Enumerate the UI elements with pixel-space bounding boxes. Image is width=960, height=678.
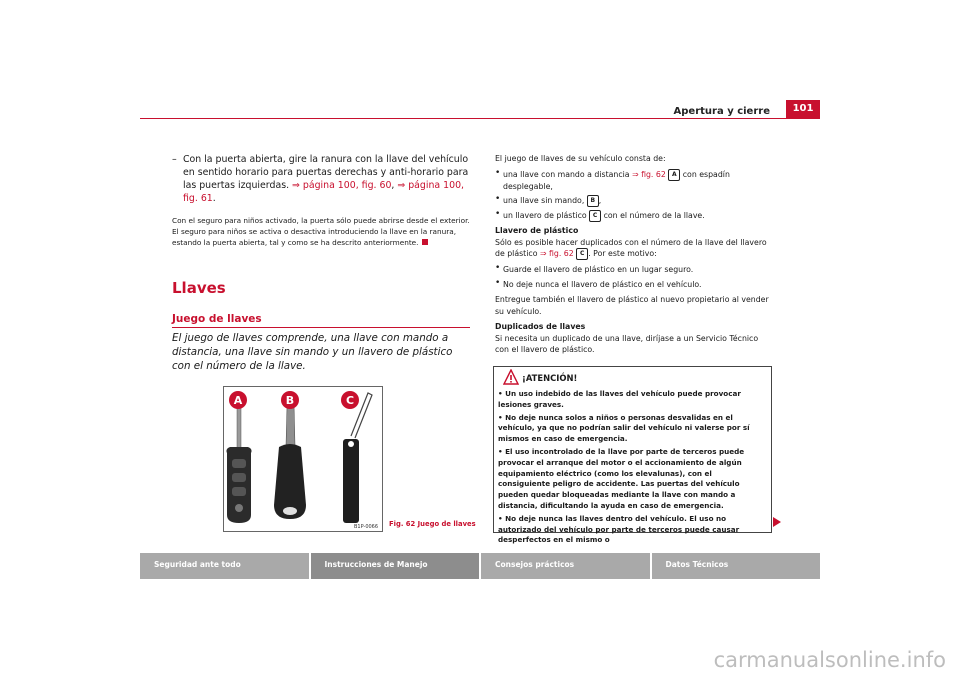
link-fig-62[interactable]: ⇒ fig. 62: [632, 169, 666, 179]
figure-caption: Fig. 62 Juego de llaves: [389, 520, 476, 528]
warning-item: • El uso incontrolado de la llave por parte de terceros puede provocar el arranque del motor o el accionamiento de algún equipamiento eléctrico (como los elevalunas), con el consiguiente peligro de accidente. Las puertas del vehículo pueden quedar bloqueadas mediante la llave con mando a distancia, dificultando la ayuda en caso de emergencia.: [498, 446, 745, 510]
continue-arrow-icon: [773, 517, 781, 527]
page-header-title: Apertura y cierre: [673, 106, 770, 117]
item-text: una llave con mando a distancia: [503, 169, 633, 179]
badge-c: C: [576, 248, 588, 260]
right-column: [495, 153, 770, 360]
warning-body: [498, 389, 764, 548]
link-fig-61[interactable]: fig. 61: [183, 193, 213, 204]
arrow-glyph: ⇒: [292, 180, 300, 191]
warning-text: No deje nunca solos a niños o personas desvalidas en el vehículo, ya que no podrían salir del vehículo ni valerse por sí mismos en caso de emergencia.: [498, 412, 750, 444]
warning-item: • No deje nunca solos a niños o personas desvalidas en el vehículo, ya que no podrían salir del vehículo ni valerse por sí mismos en caso de emergencia.: [498, 412, 750, 444]
duplicates-text: Si necesita un duplicado de una llave, diríjase a un Servicio Técnico con el llavero de plástico.: [495, 333, 759, 354]
link-page-100[interactable]: página 100,: [408, 180, 465, 191]
label-c: [341, 391, 359, 409]
section-intro: El juego de llaves comprende, una llave con mando a distancia, una llave sin mando y un llavero de plástico con el número de la llave.: [172, 332, 453, 372]
badge-a: A: [668, 169, 680, 181]
warning-text: No deje nunca las llaves dentro del vehículo. El uso no autorizado del vehículo por parte de terceros puede causar desperfectos en el mismo o: [498, 513, 740, 545]
plain-key-icon: [274, 405, 306, 519]
label-b: [281, 391, 299, 409]
key-set-illustration: [224, 387, 382, 531]
link-separator: ,: [391, 180, 395, 191]
footer-tab-safety[interactable]: Seguridad ante todo: [140, 553, 309, 579]
footer-tab-operating-instructions[interactable]: Instrucciones de Manejo: [311, 553, 480, 579]
svg-text:B: B: [285, 394, 295, 407]
plastic-text: Sólo es posible hacer duplicados con el número de la llave del llavero de plástico: [495, 237, 767, 258]
warning-title: ¡ATENCIÓN!: [522, 373, 578, 383]
footer-nav: [140, 553, 820, 579]
keys-intro: El juego de llaves de su vehículo consta de:: [495, 154, 666, 163]
warning-item: • Un uso indebido de las llaves del vehículo puede provocar lesiones graves.: [498, 389, 741, 409]
duplicates-title: Duplicados de llaves: [495, 322, 586, 331]
plastic-keyring-text: [495, 237, 770, 261]
page-number: 101: [786, 100, 820, 118]
arrow-glyph: ⇒: [397, 180, 406, 191]
subsection-divider: [172, 327, 470, 328]
step-dash: –: [172, 154, 177, 165]
item-text: con el número de la llave.: [601, 211, 705, 220]
step-end: .: [212, 193, 216, 204]
key-set-figure: [223, 386, 383, 532]
step-text: Con la puerta abierta, gire la ranura con la llave del vehículo en sentido horario para puertas derechas y anti-horario para las puertas izquierdas.: [183, 154, 469, 191]
warning-triangle-icon: [503, 369, 519, 385]
child-lock-note: [172, 215, 472, 248]
warning-box: [493, 366, 772, 545]
note-text: Con el seguro para niños activado, la puerta sólo puede abrirse desde el exterior. El seguro para niños se activa o desactiva introduciendo la llave en la ranura, estando la puerta abierta, tal y como se ha descrito anteriormente.: [172, 216, 470, 247]
plastic-text: . Por este motivo:: [588, 249, 657, 258]
list-item: [495, 169, 770, 193]
subsection-title: Juego de llaves: [172, 313, 262, 325]
link-page-100-fig-60[interactable]: página 100, fig. 60: [302, 180, 392, 191]
end-marker-icon: [422, 239, 428, 245]
badge-c: C: [589, 210, 601, 222]
warning-text: El uso incontrolado de la llave por parte de terceros puede provocar el arranque del motor o el accionamiento de algún equipamiento eléctrico (como los elevalunas), con el consiguiente peligro de accidente. Las puertas del vehículo pueden quedar bloqueadas mediante la llave con mando a distancia, dificultando la ayuda en caso de emergencia.: [498, 446, 745, 510]
link-fig-62[interactable]: ⇒ fig. 62: [539, 249, 574, 258]
section-title: Llaves: [172, 279, 226, 297]
hand-over-text: Entregue también el llavero de plástico al nuevo propietario al vender su vehículo.: [495, 295, 769, 316]
item-text: una llave sin mando,: [503, 196, 587, 205]
list-item: [495, 195, 770, 207]
header-divider: [140, 118, 820, 119]
item-text: ,: [598, 196, 602, 205]
svg-text:C: C: [345, 394, 355, 407]
badge-b: B: [587, 195, 599, 207]
watermark: carmanualsonline.info: [713, 648, 946, 672]
instruction-step: [172, 153, 472, 205]
label-a: [229, 391, 247, 409]
figure-code: B1P-0066: [354, 524, 379, 530]
plastic-keyring-title: Llavero de plástico: [495, 226, 579, 235]
warning-item: • No deje nunca las llaves dentro del vehículo. El uso no autorizado del vehículo por parte de terceros puede causar desperfectos en el mismo o: [498, 513, 740, 545]
footer-tab-practical-tips[interactable]: Consejos prácticos: [481, 553, 650, 579]
list-item: • Guarde el llavero de plástico en un lugar seguro.: [495, 264, 770, 276]
warning-text: Un uso indebido de las llaves del vehículo puede provocar lesiones graves.: [498, 389, 741, 409]
item-text: con espadín desplegable,: [503, 169, 730, 191]
plastic-keyring-icon: [343, 393, 372, 523]
remote-key-icon: [226, 407, 251, 523]
footer-tab-technical-data[interactable]: Datos Técnicos: [652, 553, 821, 579]
svg-text:A: A: [233, 394, 243, 407]
list-item: [495, 210, 770, 222]
list-item: • No deje nunca el llavero de plástico en el vehículo.: [495, 279, 770, 291]
item-text: un llavero de plástico: [503, 211, 590, 220]
